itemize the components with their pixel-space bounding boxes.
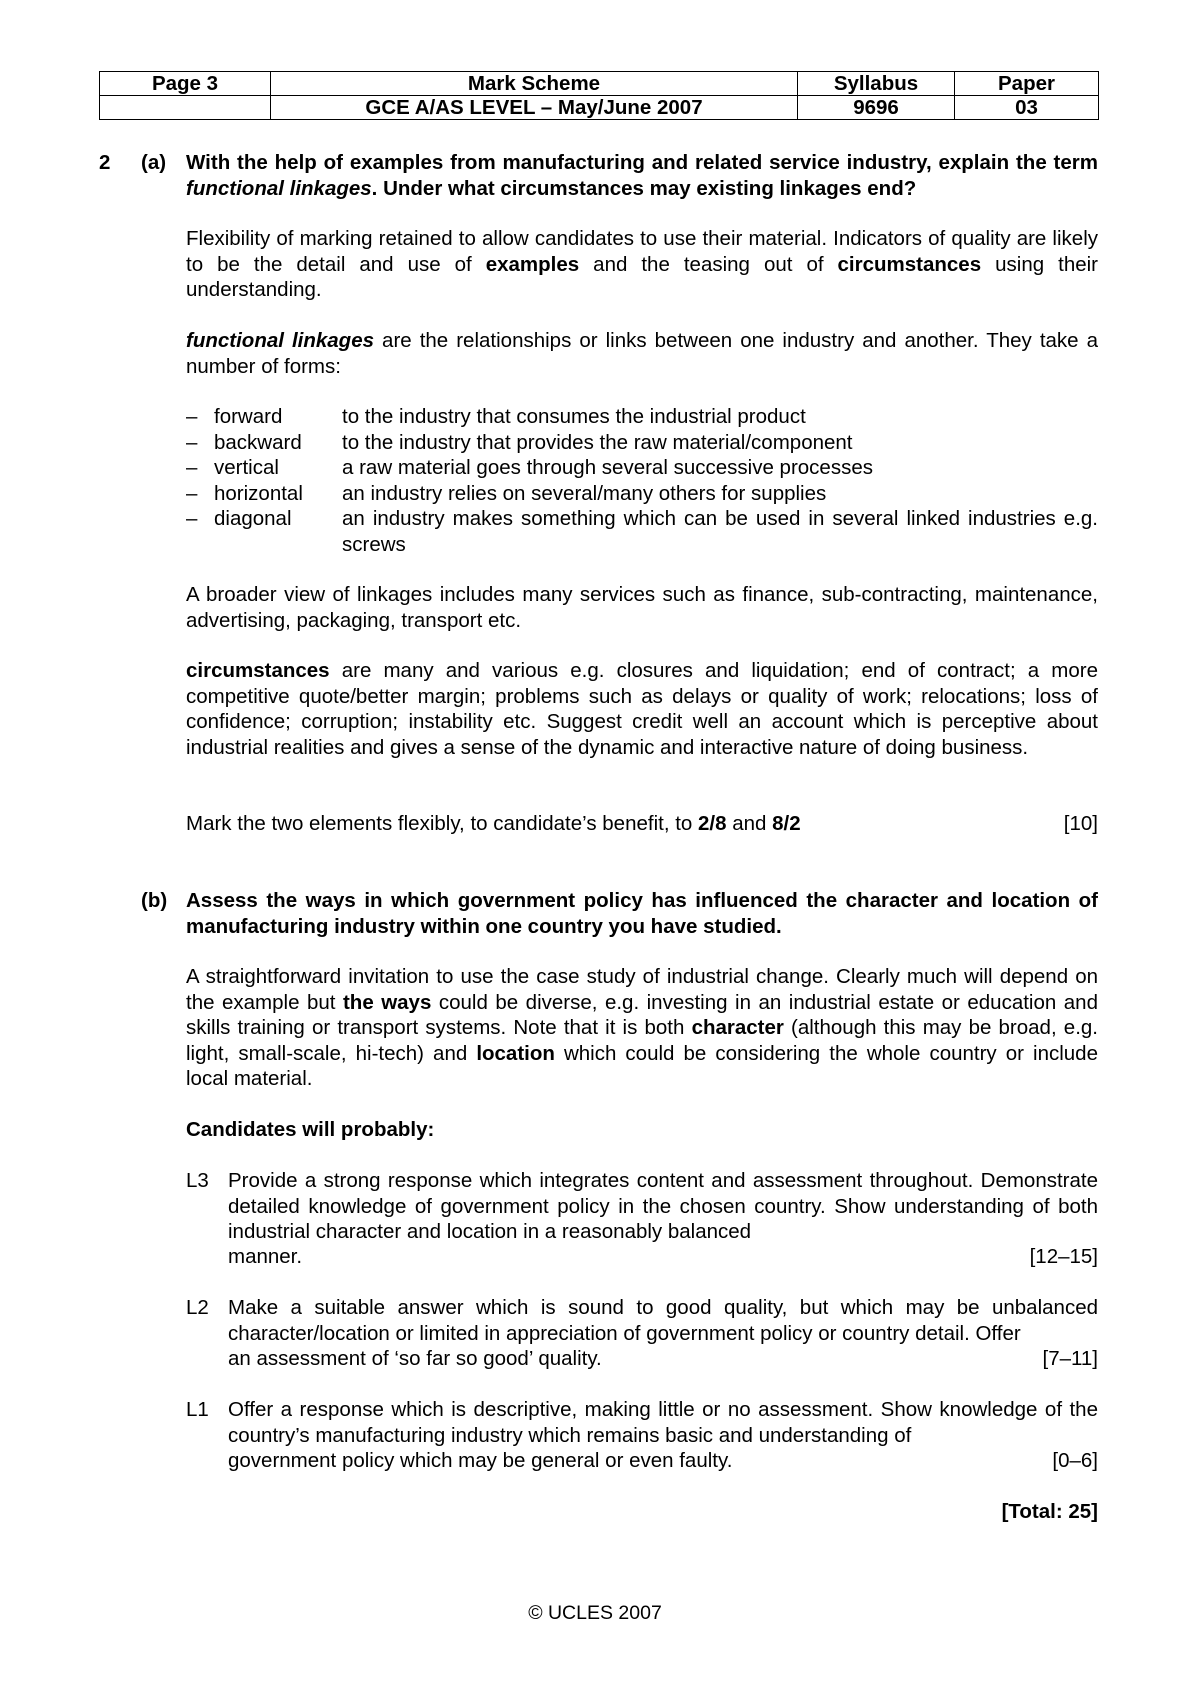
question-number: 2 [99,151,111,174]
header-paper-label: Paper [955,72,1099,96]
level-text: Provide a strong response which integrates content and assessment throughout. Demonstrate detailed knowledge of government policy in the chosen country. Show understanding of both industrial character and location in a reasonably balanced [228,1169,1098,1243]
level-code: L1 [186,1398,209,1421]
intro-text-1: Flexibility of marking retained to allow candidates to use their material. Indicators of quality are likely to be the detail and use of [186,227,1098,276]
part-a-question [186,150,1098,201]
level-last-line [228,1448,1098,1474]
level-code: L3 [186,1169,209,1192]
linkage-forms-list [186,404,1098,557]
header-syllabus-code: 9696 [798,96,955,120]
level-last-line [228,1244,1098,1270]
part-a-question-text-2: . Under what circumstances may existing linkages end? [371,176,917,200]
intro-text-3: using their understanding. [186,252,1098,301]
list-item [186,404,1098,430]
part-b-intro-character: character [691,1016,784,1039]
part-a-question-text: With the help of examples from manufacturing and related service industry, explain the term [186,151,1098,174]
candidates-heading: Candidates will probably: [186,1118,435,1141]
header-page: Page 3 [100,72,271,96]
header-paper-code: 03 [955,96,1099,120]
form-desc: to the industry that provides the raw material/component [342,430,853,454]
level-text-end: government policy which may be general or even faulty. [228,1449,733,1472]
part-a-intro [186,226,1098,303]
part-b-intro-4: which could be considering the whole country or include local material. [186,1041,1098,1090]
marking-text-1: Mark the two elements flexibly, to candidate’s benefit, to [186,812,699,835]
marking-ratio-a: 2/8 [698,812,727,835]
circumstances-text: are many and various e.g. closures and liquidation; end of contract; a more competitive quote/better margin; problems such as delays or quality of work; relocations; loss of confidence; corruption; instability etc. Suggest credit well an account which is perceptive about industrial realities and gives a sense of the dynamic and interactive nature of doing business. [186,659,1098,759]
part-b-intro [186,964,1098,1092]
part-a-marks: [10] [1063,812,1098,835]
intro-examples: examples [485,252,580,276]
level-last-line [228,1346,1098,1372]
definition-paragraph [186,328,1098,379]
part-b-intro-3: (although this may be broad, e.g. light, small-scale, hi-tech) and [186,1016,1098,1065]
header-row-2 [100,96,1099,120]
level-code: L2 [186,1296,209,1319]
header-row-1 [100,72,1099,96]
part-a-question-term: functional linkages [186,176,372,200]
circumstances-paragraph [186,658,1098,760]
part-b-intro-ways: the ways [342,990,432,1014]
intro-text-2: and the teasing out of [579,252,838,276]
level-marks: [0–6] [1052,1449,1098,1472]
header-syllabus-label: Syllabus [798,72,955,96]
part-a-label: (a) [141,151,167,174]
marking-ratio-b: 8/2 [772,812,801,835]
form-name: backward [214,430,302,454]
form-desc: a raw material goes through several successive processes [342,456,873,479]
level-marks: [12–15] [1029,1245,1098,1268]
level-text-end: manner. [228,1245,303,1268]
definition-text: are the relationships or links between one industry and another. They take a number of forms: [186,329,1099,378]
list-item [186,430,1098,456]
part-b-intro-1: A straightforward invitation to use the case study of industrial change. Clearly much will depend on the example but [186,965,1098,1014]
list-dash: – [186,507,198,530]
level-text-end: an assessment of ‘so far so good’ quality. [228,1347,602,1370]
part-b-intro-2: could be diverse, e.g. investing in an industrial estate or education and skills training or transport systems. Note that it is both [186,990,1098,1039]
level-marks: [7–11] [1042,1347,1098,1370]
list-item [186,506,1098,557]
marking-and: and [726,812,773,835]
header-empty-cell [100,96,271,120]
form-name: diagonal [214,507,292,530]
level-text: Offer a response which is descriptive, making little or no assessment. Show knowledge of the country’s manufacturing industry which remains basic and understanding of [228,1398,1098,1447]
list-dash: – [186,481,198,505]
part-b-intro-location: location [476,1041,555,1065]
form-desc: an industry makes something which can be used in several linked industries e.g. screws [342,507,1098,556]
header-title: Mark Scheme [271,72,798,96]
list-dash: – [186,405,198,428]
list-dash: – [186,430,198,454]
list-item [186,455,1098,481]
broader-view-paragraph: A broader view of linkages includes many services such as finance, sub-contracting, maintenance, advertising, packaging, transport etc. [186,583,1098,632]
marking-line [186,811,1098,837]
form-name: forward [214,405,283,428]
form-name: horizontal [214,481,303,505]
form-desc: an industry relies on several/many others for supplies [342,481,827,505]
total-marks: [Total: 25] [1001,1500,1098,1523]
list-item [186,481,1098,507]
intro-circumstances: circumstances [837,252,982,276]
form-desc: to the industry that consumes the industrial product [342,405,806,428]
footer-copyright: © UCLES 2007 [528,1602,662,1624]
form-name: vertical [214,456,279,479]
circumstances-term: circumstances [186,659,330,682]
marking-text [186,811,801,837]
header-exam: GCE A/AS LEVEL – May/June 2007 [271,96,798,120]
part-b-question: Assess the ways in which government policy has influenced the character and location of manufacturing industry within one country you have studied. [186,889,1098,938]
part-b-label: (b) [141,889,168,912]
list-dash: – [186,456,198,479]
header-table [99,71,1099,120]
definition-term: functional linkages [186,329,375,352]
level-text: Make a suitable answer which is sound to good quality, but which may be unbalanced character/location or limited in appreciation of government policy or country detail. Offer [228,1296,1098,1345]
